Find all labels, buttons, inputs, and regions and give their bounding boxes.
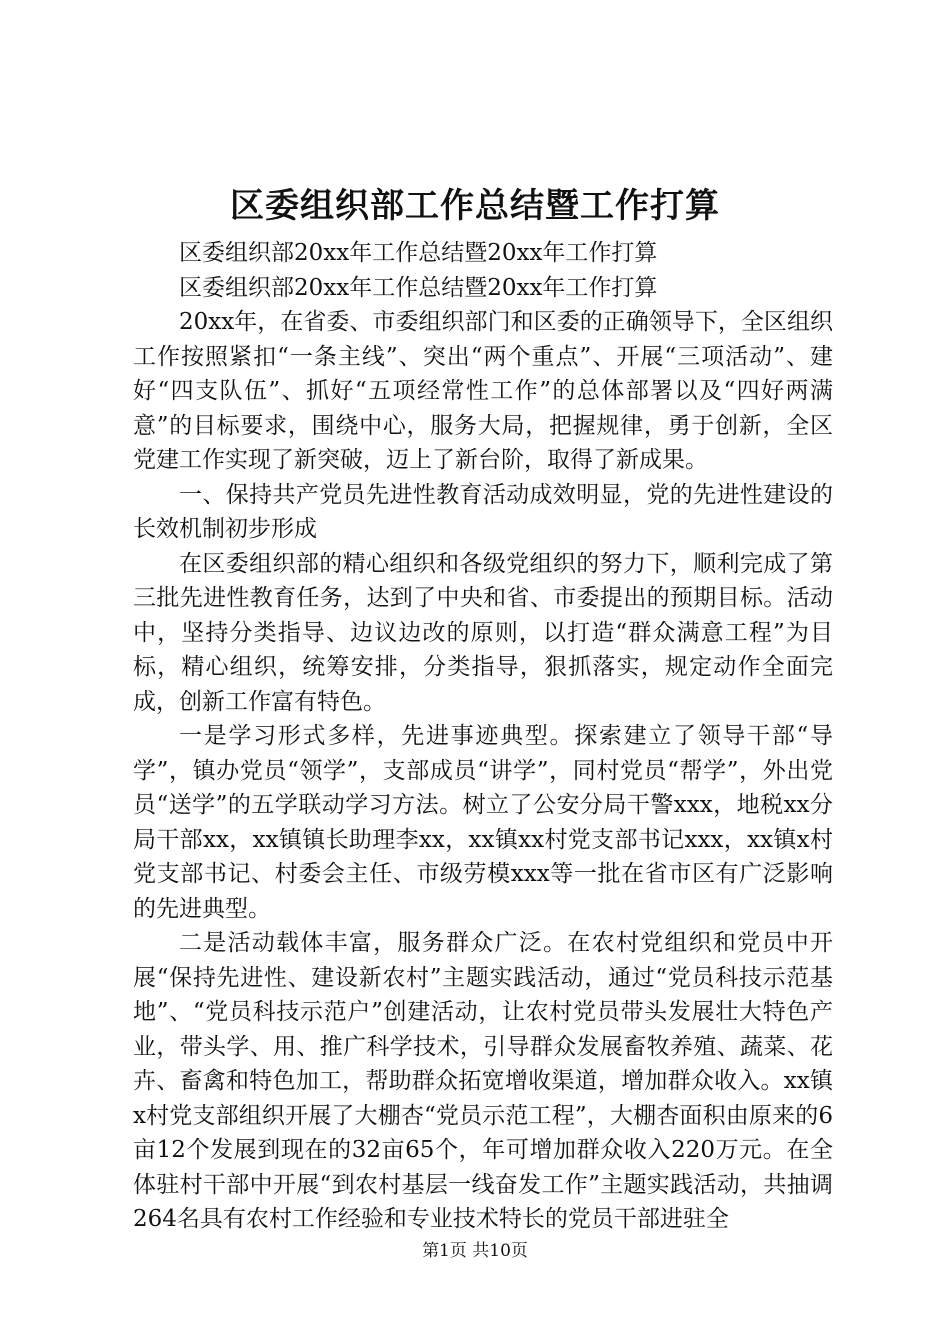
document-body: [133, 236, 833, 1237]
document-title: 区委组织部工作总结暨工作打算: [230, 186, 720, 226]
page-number-footer: 第1页 共10页: [422, 1241, 528, 1261]
body-paragraph: 二是活动载体丰富，服务群众广泛。在农村党组织和党员中开展“保持先进性、建设新农村”主题实践活动，通过“党员科技示范基地”、“党员科技示范户”创建活动，让农村党员带头发展壮大特色产业，带头学、用、推广科学技术，引导群众发展畜牧养殖、蔬菜、花卉、畜禽和特色加工，帮助群众拓宽增收渠道，增加群众收入。xx镇x村党支部组织开展了大棚杏“党员示范工程”，大棚杏面积由原来的6亩12个发展到现在的32亩65个，年可增加群众收入220万元。在全体驻村干部中开展“到农村基层一线奋发工作”主题实践活动，共抽调264名具有农村工作经验和专业技术特长的党员干部进驻全: [133, 930, 833, 1232]
body-paragraph: 一是学习形式多样，先进事迹典型。探索建立了领导干部“导学”，镇办党员“领学”，支部成员“讲学”，同村党员“帮学”，外出党员“送学”的五学联动学习方法。树立了公安分局干警xxx，地税xx分局干部xx，xx镇镇长助理李xx，xx镇xx村党支部书记xxx，xx镇x村党支部书记、村委会主任、市级劳模xxx等一批在省市区有广泛影响的先进典型。: [133, 723, 833, 922]
subtitle-line: 区委组织部20xx年工作总结暨20xx年工作打算: [179, 240, 658, 266]
body-paragraph: 在区委组织部的精心组织和各级党组织的努力下，顺利完成了第三批先进性教育任务，达到了中央和省、市委提出的预期目标。活动中，坚持分类指导、边议边改的原则，以打造“群众满意工程”为目标，精心组织，统筹安排，分类指导，狠抓落实，规定动作全面完成，创新工作富有特色。: [133, 550, 833, 715]
body-paragraph: 20xx年，在省委、市委组织部门和区委的正确领导下，全区组织工作按照紧扣“一条主线”、突出“两个重点”、开展“三项活动”、建好“四支队伍”、抓好“五项经常性工作”的总体部署以及“四好两满意”的目标要求，围绕中心，服务大局，把握规律，勇于创新，全区党建工作实现了新突破，迈上了新台阶，取得了新成果。: [133, 309, 833, 473]
subtitle-line: 区委组织部20xx年工作总结暨20xx年工作打算: [179, 274, 658, 301]
section-heading: 一、保持共产党员先进性教育活动成效明显，党的先进性建设的长效机制初步形成: [133, 481, 833, 542]
